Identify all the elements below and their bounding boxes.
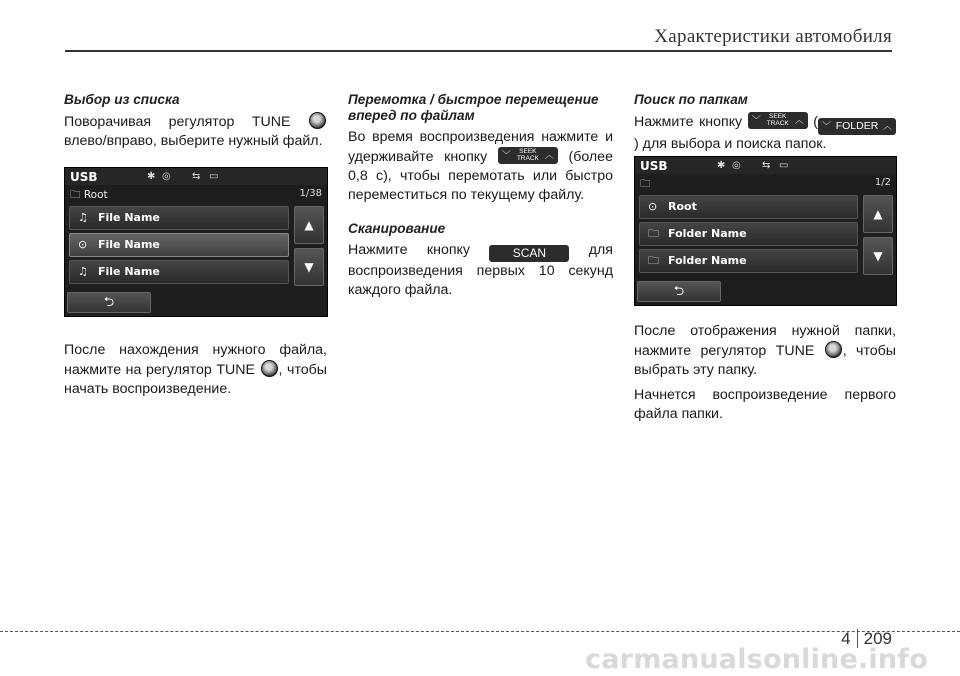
- back-button[interactable]: ⮌: [637, 281, 721, 302]
- scroll-down-button[interactable]: ▼: [294, 248, 324, 286]
- paragraph-tune-press: После нахождения нужного файла, нажмите на регулятор TUNE , чтобы начать воспроизведение.: [64, 342, 327, 397]
- heading-seek: Перемотка / быстрое перемещение вперед по файлам: [348, 92, 599, 123]
- tune-knob-icon: [309, 112, 326, 129]
- scroll-up-button[interactable]: ▲: [863, 195, 893, 233]
- paragraph-tune-rotate: Поворачивая регулятор TUNE влево/вправо, выберите нужный файл.: [64, 112, 327, 151]
- folder-icon: 🗀: [648, 227, 659, 240]
- aux-icon: ▭: [779, 160, 789, 171]
- folder-path: 🗀 Root: [70, 189, 108, 201]
- screen-status-bar: [65, 168, 327, 185]
- play-icon: ⊙: [78, 238, 88, 251]
- seek-track-button-icon: ﹀ SEEK TRACK ︿: [748, 112, 808, 129]
- music-note-icon: ♫: [78, 265, 88, 278]
- screen-file-list: [64, 167, 328, 317]
- aux-icon: ▭: [209, 171, 219, 182]
- bluetooth-icon: ✱: [147, 171, 156, 182]
- page-number-value: 209: [863, 629, 892, 648]
- bluetooth-icon: ✱: [717, 160, 726, 171]
- play-icon: ⊙: [648, 200, 658, 213]
- paragraph-seek: Во время воспроизведения нажмите и удерживайте кнопку ﹀ SEEK TRACK ︿ (более 0,8 с), чтобы перемотать или быстро переместиться по текущему файлу.: [348, 129, 613, 203]
- tune-knob-icon: [825, 341, 842, 358]
- header-rule: [65, 50, 892, 52]
- tune-knob-icon: [261, 360, 278, 377]
- source-label: USB: [70, 170, 98, 184]
- scroll-down-button[interactable]: ▼: [863, 237, 893, 275]
- usb-icon: ⇆: [762, 160, 771, 171]
- scroll-up-button[interactable]: ▲: [294, 206, 324, 244]
- usb-icon: ⇆: [192, 171, 201, 182]
- list-item[interactable]: ♫ File Name: [69, 206, 289, 230]
- disc-icon: ◎: [162, 171, 171, 182]
- paragraph-folder-search: Нажмите кнопку ﹀ SEEK TRACK ︿ ( ﹀ FOLDER ︿ ) для выбора и поиска папок.: [634, 112, 896, 154]
- heading-scan: Сканирование: [348, 221, 446, 236]
- page-indicator: 1/38: [299, 188, 322, 199]
- screen-folder-list: [634, 156, 897, 306]
- disc-icon: ◎: [732, 160, 741, 171]
- heading-folder-search: Поиск по папкам: [634, 92, 748, 107]
- list-item[interactable]: 🗀 Folder Name: [639, 249, 858, 273]
- seek-track-button-icon: ﹀ SEEK TRACK ︿: [498, 147, 558, 164]
- scan-button-icon: SCAN: [489, 245, 569, 262]
- page-indicator: 1/2: [874, 177, 891, 188]
- paragraph-folder-play: Начнется воспроизведение первого файла папки.: [634, 387, 896, 422]
- back-button[interactable]: ⮌: [67, 292, 151, 313]
- watermark: carmanualsonline.info: [585, 644, 928, 675]
- heading-list-selection: Выбор из списка: [64, 92, 180, 107]
- list-item[interactable]: ⊙ File Name: [69, 233, 289, 257]
- source-label: USB: [640, 159, 668, 173]
- paragraph-scan: Нажмите кнопку SCAN для воспроизведения первых 10 секунд каждого файла.: [348, 242, 613, 298]
- list-item[interactable]: ⊙ Root: [639, 195, 858, 219]
- screen-status-bar: [635, 157, 896, 174]
- list-item[interactable]: 🗀 Folder Name: [639, 222, 858, 246]
- footer-rule: [0, 631, 960, 632]
- list-item[interactable]: ♫ File Name: [69, 260, 289, 284]
- folder-icon: 🗀: [70, 189, 84, 201]
- column-seek: [348, 92, 613, 306]
- paragraph-folder-select: После отображения нужной папки, нажмите регулятор TUNE , чтобы выбрать эту папку.: [634, 323, 897, 378]
- folder-button-icon: ﹀ FOLDER ︿: [818, 118, 896, 135]
- page-header-title: Характеристики автомобиля: [654, 26, 892, 47]
- chapter-number: 4: [841, 629, 857, 648]
- folder-icon: 🗀: [648, 254, 659, 267]
- music-note-icon: ♫: [78, 211, 88, 224]
- folder-icon: 🗀: [640, 178, 651, 190]
